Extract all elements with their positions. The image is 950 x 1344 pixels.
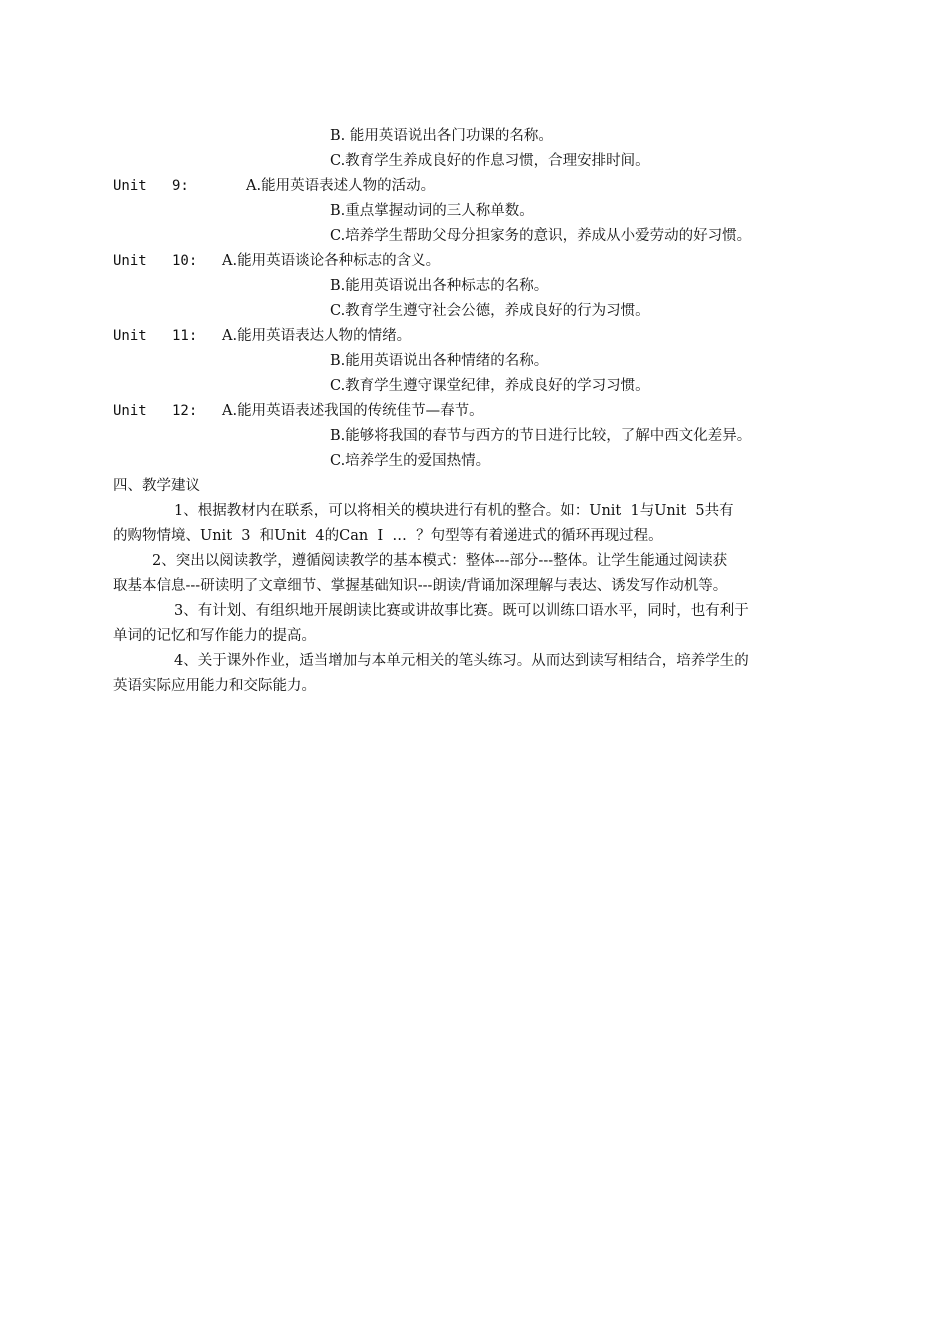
unit10-objective-b: B.能用英语说出各种标志的名称。 [330, 278, 549, 294]
suggestion3-line2: 单词的记忆和写作能力的提高。 [113, 628, 316, 644]
unit12-objective-c: C.培养学生的爱国热情。 [330, 453, 491, 469]
unit11-objective-b: B.能用英语说出各种情绪的名称。 [330, 353, 549, 369]
unit10-objective-c: C.教育学生遵守社会公德，养成良好的行为习惯。 [330, 303, 650, 319]
unit9-objective-a: A.能用英语表述人物的活动。 [246, 178, 436, 194]
unit11-objective-a: A.能用英语表达人物的情绪。 [222, 328, 412, 344]
suggestion3-line1: 3、有计划、有组织地开展朗读比赛或讲故事比赛。既可以训练口语水平，同时，也有利于 [174, 603, 749, 619]
suggestion2-line2: 取基本信息---研读明了文章细节、掌握基础知识---朗读/背诵加深理解与表达、诱发写作动机等。 [113, 578, 728, 594]
unit11-label: Unit 11: [113, 328, 198, 344]
unit10-label: Unit 10: [113, 253, 198, 269]
unit9-label: Unit 9: [113, 178, 189, 194]
suggestion4-line1: 4、关于课外作业，适当增加与本单元相关的笔头练习。从而达到读写相结合，培养学生的 [174, 653, 749, 669]
unit12-label: Unit 12: [113, 403, 198, 419]
suggestion1-line2: 的购物情境、Unit 3 和Unit 4的Can I … ？句型等有着递进式的循环再现过程。 [113, 528, 663, 544]
suggestion1-line1: 1、根据教材内在联系，可以将相关的模块进行有机的整合。如：Unit 1与Unit 5共有 [174, 503, 734, 519]
unit12-objective-a: A.能用英语表述我国的传统佳节—春节。 [222, 403, 484, 419]
unit9-objective-c: C.培养学生帮助父母分担家务的意识，养成从小爱劳动的好习惯。 [330, 228, 752, 244]
unit11-objective-c: C.教育学生遵守课堂纪律，养成良好的学习习惯。 [330, 378, 650, 394]
unit8-objective-b: B. 能用英语说出各门功课的名称。 [330, 128, 553, 144]
unit10-objective-a: A.能用英语谈论各种标志的含义。 [222, 253, 441, 269]
suggestion4-line2: 英语实际应用能力和交际能力。 [113, 678, 316, 694]
suggestion2-line1: 2、突出以阅读教学，遵循阅读教学的基本模式：整体---部分---整体。让学生能通过阅读获 [152, 553, 728, 569]
unit12-objective-b: B.能够将我国的春节与西方的节日进行比较，了解中西文化差异。 [330, 428, 752, 444]
unit8-objective-c: C.教育学生养成良好的作息习惯，合理安排时间。 [330, 153, 650, 169]
unit9-objective-b: B.重点掌握动词的三人称单数。 [330, 203, 534, 219]
section4-heading: 四、教学建议 [113, 478, 200, 494]
